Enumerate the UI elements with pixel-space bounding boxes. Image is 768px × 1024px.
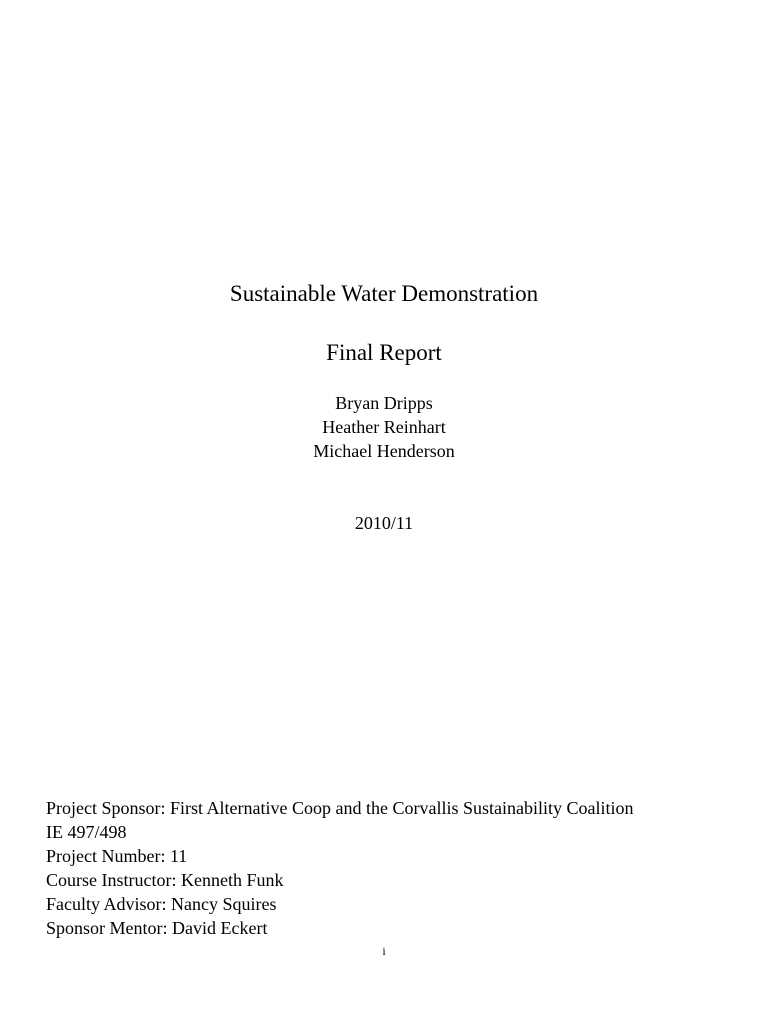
- author-name: Bryan Dripps: [335, 393, 433, 413]
- project-info-block: [46, 796, 746, 940]
- author-name: Heather Reinhart: [322, 417, 446, 437]
- course-code-line: IE 497/498: [46, 822, 127, 842]
- project-sponsor-line: Project Sponsor: First Alternative Coop and the Corvallis Sustainability Coalition: [46, 798, 634, 818]
- faculty-advisor-line: Faculty Advisor: Nancy Squires: [46, 894, 277, 914]
- document-subtitle: Final Report: [326, 340, 442, 365]
- document-title: Sustainable Water Demonstration: [229, 281, 539, 306]
- report-date: 2010/11: [354, 513, 414, 533]
- page-number: i: [382, 944, 386, 958]
- author-name: Michael Henderson: [313, 441, 455, 461]
- sponsor-mentor-line: Sponsor Mentor: David Eckert: [46, 918, 268, 938]
- project-number-line: Project Number: 11: [46, 846, 188, 866]
- course-instructor-line: Course Instructor: Kenneth Funk: [46, 870, 284, 890]
- author-list: [0, 391, 768, 463]
